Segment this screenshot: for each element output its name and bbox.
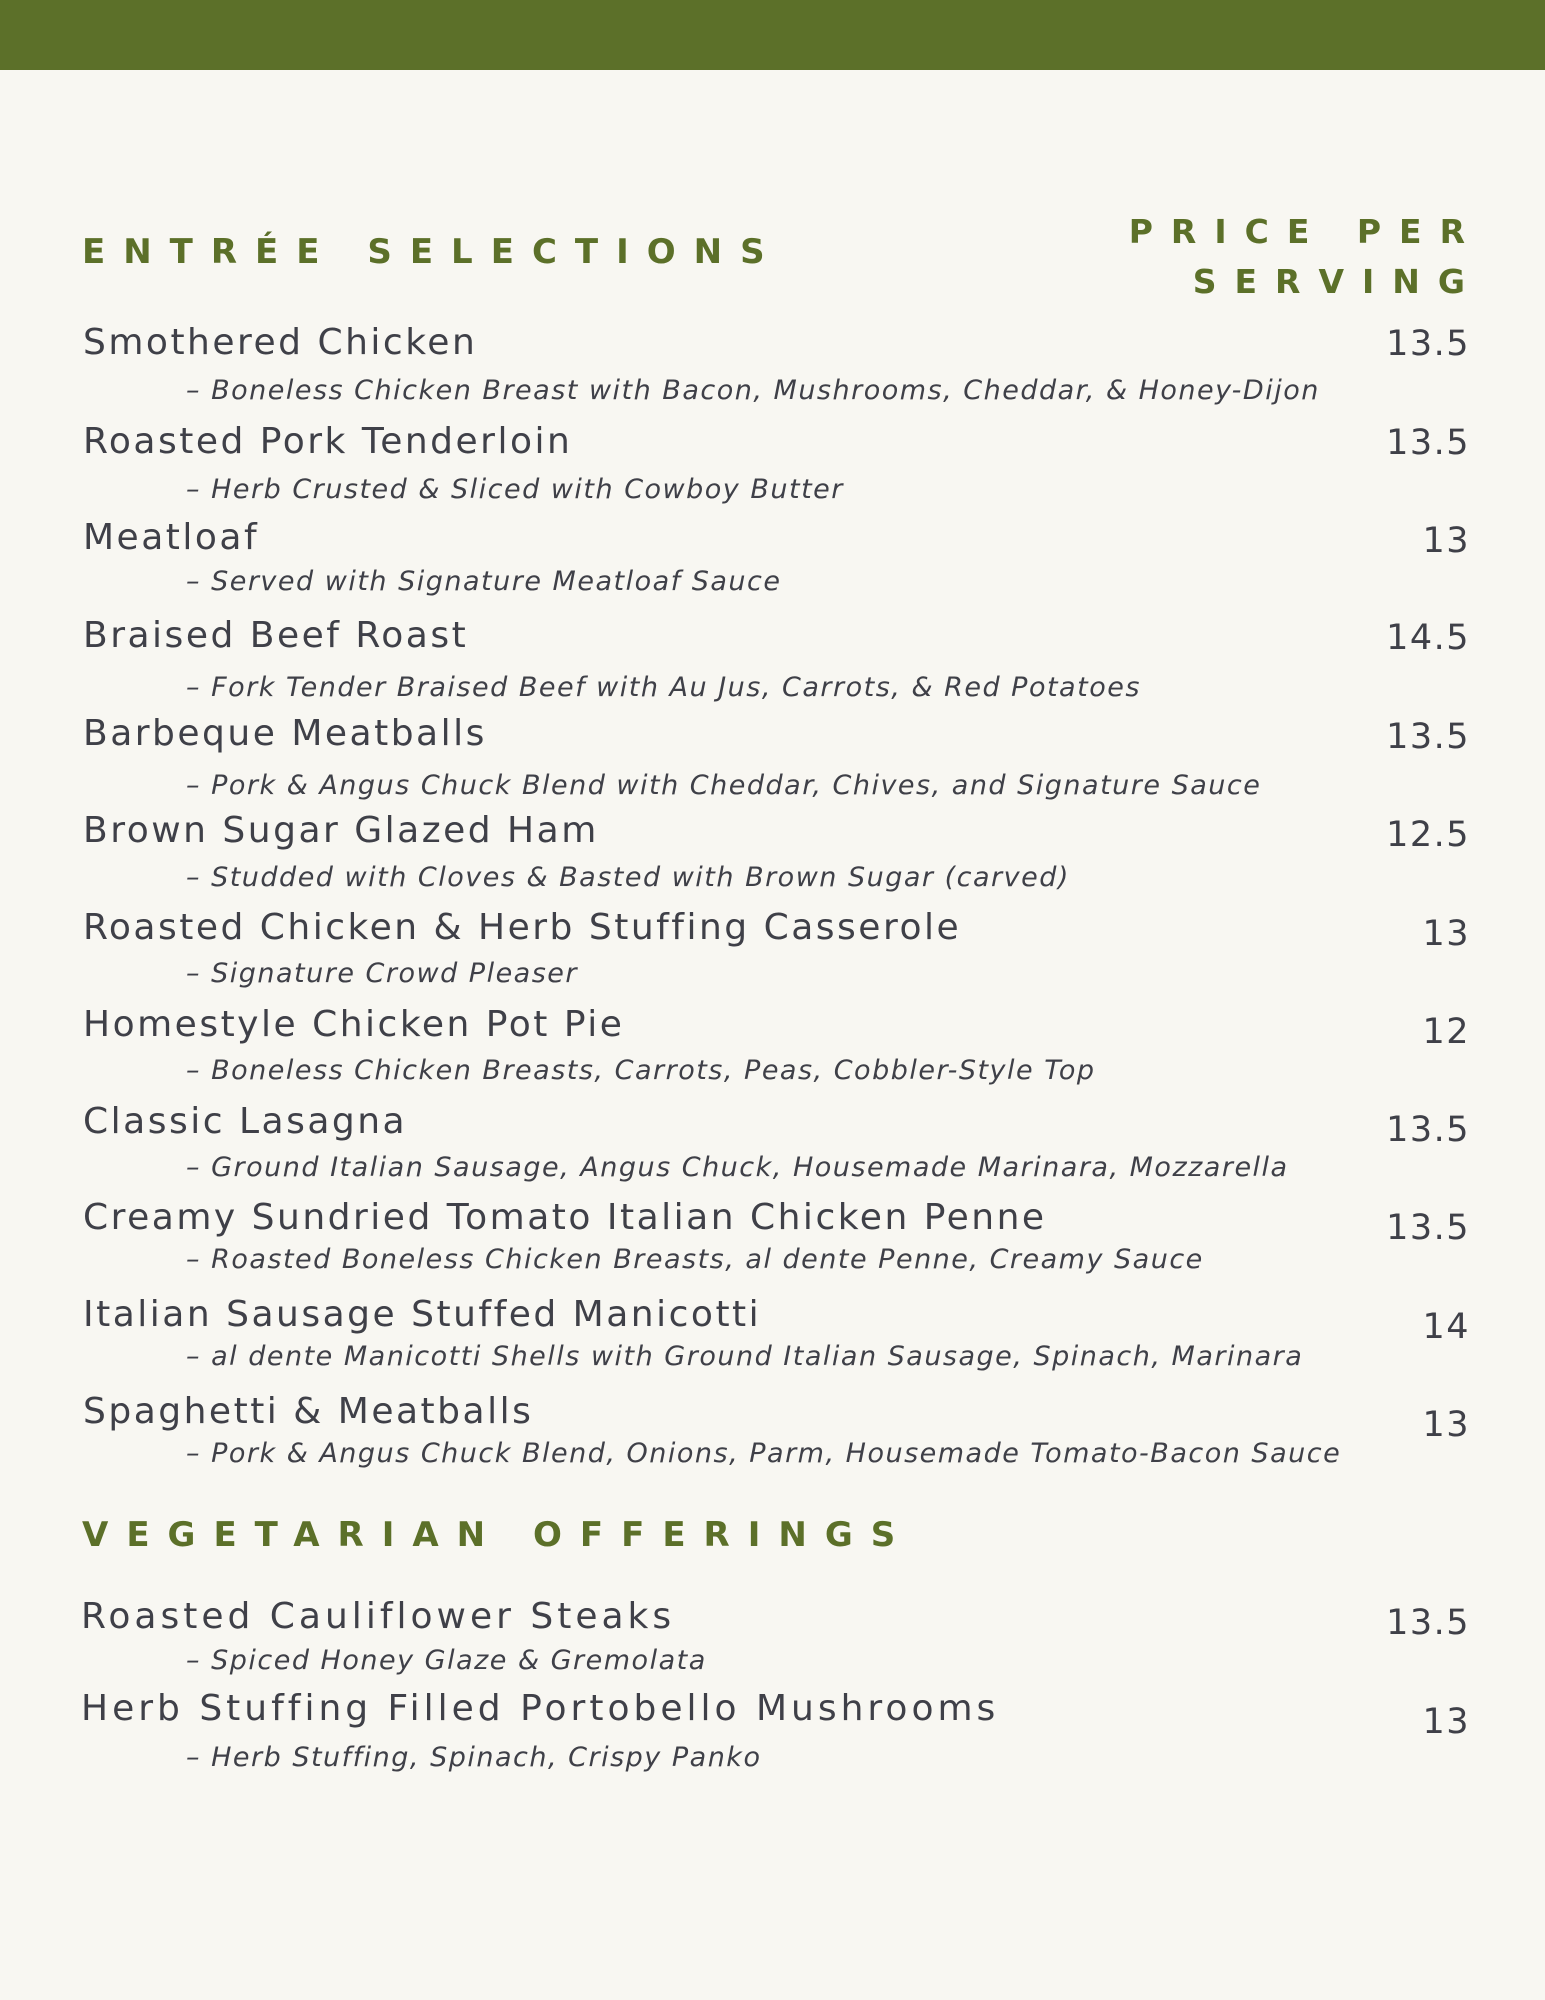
menu-item-price: 13 <box>1422 914 1470 954</box>
menu-item-description: – Served with Signature Meatloaf Sauce <box>186 566 782 597</box>
menu-item-price: 13.5 <box>1386 1603 1470 1643</box>
menu-item-name: Italian Sausage Stuffed Manicotti <box>83 1294 762 1335</box>
menu-item-price: 12.5 <box>1386 815 1470 855</box>
vegetarian-offerings-heading: VEGETARIAN OFFERINGS <box>82 1515 914 1555</box>
menu-item-description: – Studded with Cloves & Basted with Brown Sugar (carved) <box>186 862 1070 893</box>
menu-item-name: Meatloaf <box>83 517 260 558</box>
menu-item-price: 14 <box>1422 1307 1470 1347</box>
menu-item-description: – al dente Manicotti Shells with Ground Italian Sausage, Spinach, Marinara <box>186 1341 1304 1372</box>
menu-item-price: 13.5 <box>1386 717 1470 757</box>
menu-item-name: Roasted Chicken & Herb Stuffing Casserole <box>83 907 962 948</box>
menu-item-price: 12 <box>1422 1012 1470 1052</box>
menu-item-description: – Signature Crowd Pleaser <box>186 958 579 989</box>
menu-item-name: Herb Stuffing Filled Portobello Mushrooms <box>81 1688 1000 1729</box>
menu-item-name: Classic Lasagna <box>83 1101 408 1142</box>
menu-item-name: Barbeque Meatballs <box>83 713 487 754</box>
menu-item-price: 13 <box>1422 521 1470 561</box>
menu-item-description: – Ground Italian Sausage, Angus Chuck, Housemade Marinara, Mozzarella <box>186 1152 1289 1183</box>
menu-item-description: – Pork & Angus Chuck Blend, Onions, Parm, Housemade Tomato-Bacon Sauce <box>186 1438 1342 1469</box>
menu-item-name: Roasted Pork Tenderloin <box>83 421 573 462</box>
menu-item-price: 14.5 <box>1386 618 1470 658</box>
menu-item-name: Smothered Chicken <box>83 322 478 363</box>
top-banner <box>0 0 1545 70</box>
menu-item-description: – Pork & Angus Chuck Blend with Cheddar, Chives, and Signature Sauce <box>186 770 1262 801</box>
menu-item-description: – Herb Crusted & Sliced with Cowboy Butter <box>186 474 844 505</box>
menu-item-name: Roasted Cauliflower Steaks <box>81 1596 676 1637</box>
menu-item-name: Creamy Sundried Tomato Italian Chicken Penne <box>83 1197 1047 1238</box>
menu-item-price: 13 <box>1422 1405 1470 1445</box>
menu-item-description: – Boneless Chicken Breasts, Carrots, Peas, Cobbler-Style Top <box>186 1055 1096 1086</box>
menu-item-name: Spaghetti & Meatballs <box>83 1391 534 1432</box>
price-header-line-1: PRICE PER <box>1128 212 1483 251</box>
menu-item-price: 13.5 <box>1386 324 1470 364</box>
menu-item-name: Braised Beef Roast <box>83 615 469 656</box>
price-header-line-2: SERVING <box>1192 262 1483 301</box>
menu-item-price: 13.5 <box>1386 423 1470 463</box>
menu-item-description: – Boneless Chicken Breast with Bacon, Mushrooms, Cheddar, & Honey-Dijon <box>186 375 1320 406</box>
menu-item-description: – Fork Tender Braised Beef with Au Jus, Carrots, & Red Potatoes <box>186 672 1141 703</box>
menu-item-description: – Roasted Boneless Chicken Breasts, al dente Penne, Creamy Sauce <box>186 1244 1204 1275</box>
menu-item-description: – Herb Stuffing, Spinach, Crispy Panko <box>186 1742 762 1773</box>
menu-item-name: Brown Sugar Glazed Ham <box>83 810 599 851</box>
entree-selections-heading: ENTRÉE SELECTIONS <box>82 232 783 272</box>
menu-item-price: 13 <box>1422 1702 1470 1742</box>
price-per-serving-heading <box>1083 207 1483 307</box>
menu-item-price: 13.5 <box>1386 1110 1470 1150</box>
menu-item-name: Homestyle Chicken Pot Pie <box>83 1004 625 1045</box>
menu-item-description: – Spiced Honey Glaze & Gremolata <box>186 1645 707 1676</box>
menu-item-price: 13.5 <box>1386 1208 1470 1248</box>
